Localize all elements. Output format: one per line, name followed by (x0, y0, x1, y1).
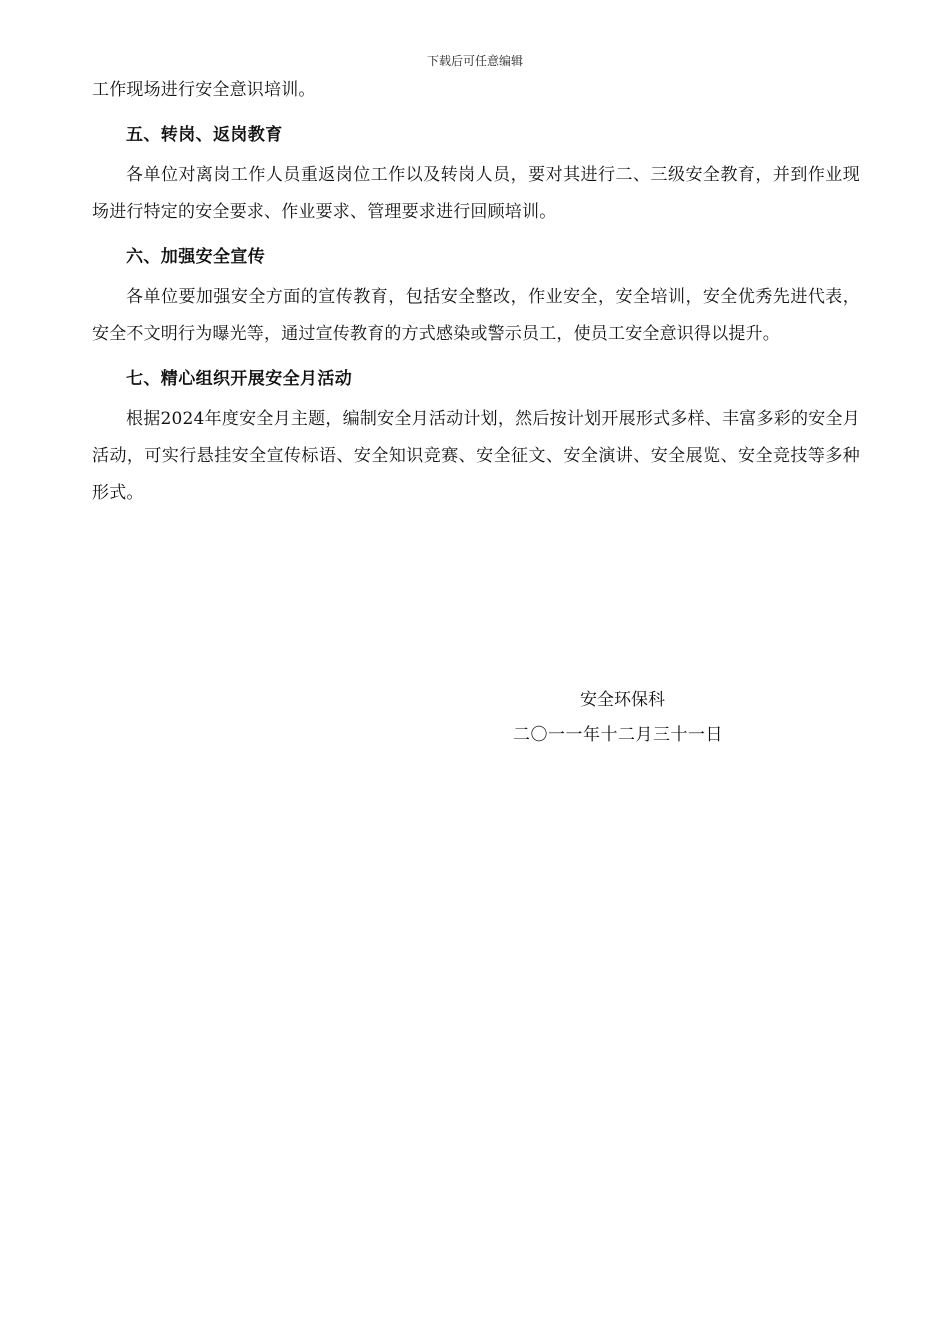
section-heading-7: 七、精心组织开展安全月活动 (126, 369, 353, 389)
section-heading-6: 六、加强安全宣传 (126, 247, 266, 267)
section-heading-5: 五、转岗、返岗教育 (126, 125, 283, 145)
document-body (92, 72, 860, 512)
section-paragraph-5: 各单位对离岗工作人员重返岗位工作以及转岗人员，要对其进行二、三级安全教育，并到作业现场进行特定的安全要求、作业要求、管理要求进行回顾培训。 (92, 165, 860, 222)
continuation-paragraph: 工作现场进行安全意识培训。 (92, 80, 316, 100)
section-paragraph-6: 各单位要加强安全方面的宣传教育，包括安全整改，作业安全，安全培训，安全优秀先进代表，安全不文明行为曝光等，通过宣传教育的方式感染或警示员工，使员工安全意识得以提升。 (92, 287, 860, 344)
section-paragraph-7: 根据2024年度安全月主题，编制安全月活动计划，然后按计划开展形式多样、丰富多彩的安全月活动，可实行悬挂安全宣传标语、安全知识竞赛、安全征文、安全演讲、安全展览、安全竞技等多种形式。 (92, 409, 860, 503)
header-note: 下载后可任意编辑 (426, 54, 523, 68)
signature-department: 安全环保科 (580, 690, 665, 710)
signature-block (470, 683, 790, 753)
signature-date: 二〇一一年十二月三十一日 (513, 725, 723, 745)
